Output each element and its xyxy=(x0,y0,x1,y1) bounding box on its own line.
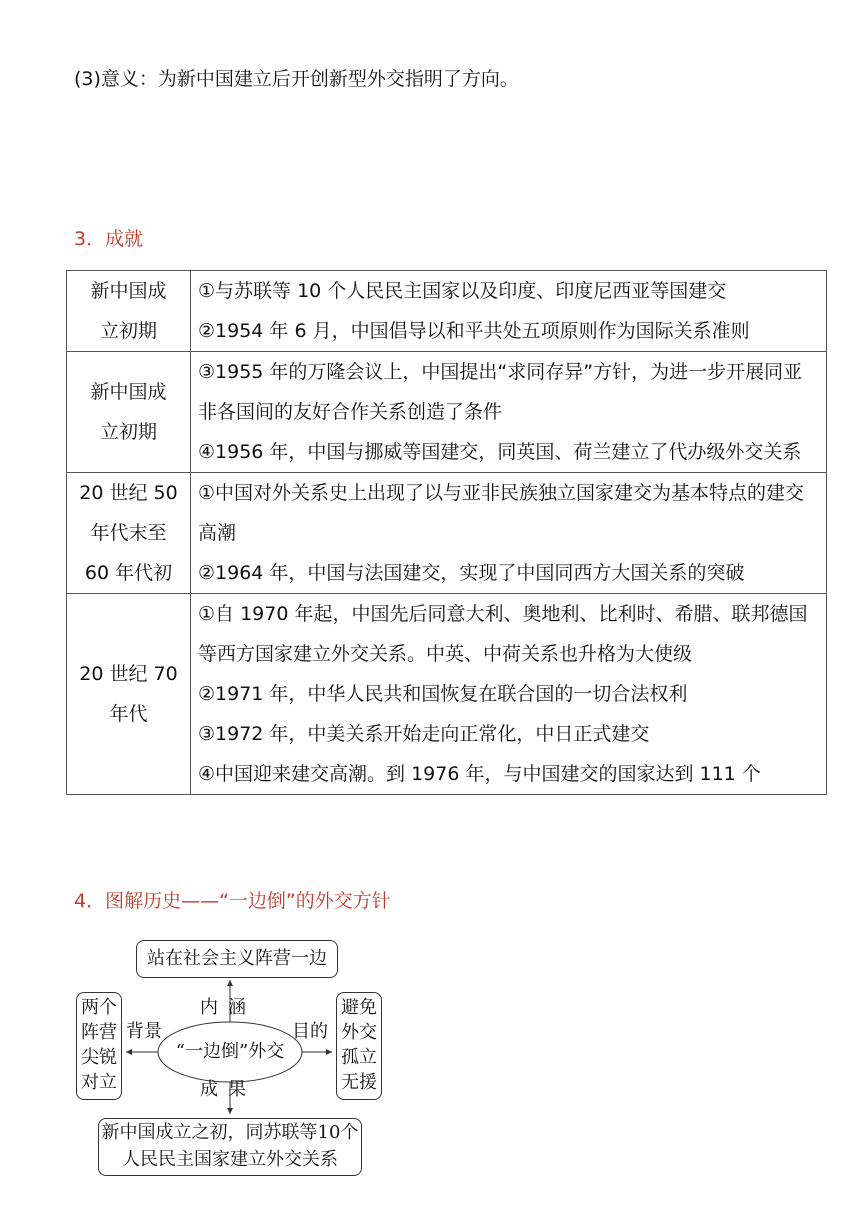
table-row xyxy=(67,594,827,795)
center-label: “一边倒”外交 xyxy=(175,1041,285,1062)
achievement-item: ①自 1970 年起，中国先后同意大利、奥地利、比利时、希腊、联邦德国等西方国家建立外交关系。中英、中荷关系也升格为大使级 xyxy=(198,603,808,665)
section-3-heading: 3．成就 xyxy=(74,228,144,250)
achievement-item: ④中国迎来建交高潮。到 1976 年，与中国建交的国家达到 111 个 xyxy=(198,763,761,785)
achievement-item: ②1964 年，中国与法国建交，实现了中国同西方大国关系的突破 xyxy=(198,562,745,584)
achievement-item: ①与苏联等 10 个人民民主国家以及印度、印度尼西亚等国建交 xyxy=(198,280,727,302)
period-label: 20 世纪 70 年代 xyxy=(79,663,178,725)
achievement-item: ④1956 年，中国与挪威等国建交，同英国、荷兰建立了代办级外交关系 xyxy=(198,441,802,463)
table-row xyxy=(67,352,827,473)
period-label: 新中国成立初期 xyxy=(90,280,167,342)
period-label: 20 世纪 50 年代末至 60 年代初 xyxy=(79,482,178,584)
lean-to-one-side-diagram xyxy=(74,936,394,1180)
achievement-item: ①中国对外关系史上出现了以与亚非民族独立国家建交为基本特点的建交高潮 xyxy=(198,482,805,544)
significance-text: (3)意义：为新中国建立后开创新型外交指明了方向。 xyxy=(74,68,519,90)
period-label: 新中国成立初期 xyxy=(90,381,167,443)
inner-meaning-box: 站在社会主义阵营一边 xyxy=(136,940,338,978)
table-row xyxy=(67,473,827,594)
result-box: 新中国成立之初，同苏联等10个人民民主国家建立外交关系 xyxy=(98,1118,362,1176)
achievement-item: ③1972 年，中美关系开始走向正常化，中日正式建交 xyxy=(198,723,650,745)
label-background: 背景 xyxy=(126,1021,162,1042)
label-inner-meaning: 内涵 xyxy=(200,997,256,1018)
period-cell xyxy=(67,473,191,594)
achievement-item: ③1955 年的万隆会议上，中国提出“求同存异”方针，为进一步开展同亚非各国间的友好合作关系创造了条件 xyxy=(198,361,803,423)
achievement-item: ②1971 年，中华人民共和国恢复在联合国的一切合法权利 xyxy=(198,683,688,705)
purpose-box: 避免外交孤立无援 xyxy=(336,992,382,1100)
period-cell xyxy=(67,352,191,473)
period-cell xyxy=(67,594,191,795)
content-cell xyxy=(191,271,827,352)
label-purpose: 目的 xyxy=(292,1021,328,1042)
content-cell xyxy=(191,352,827,473)
content-cell xyxy=(191,594,827,795)
period-cell xyxy=(67,271,191,352)
table-row xyxy=(67,271,827,352)
background-box: 两个阵营尖锐对立 xyxy=(76,992,122,1100)
label-result: 成果 xyxy=(200,1079,256,1100)
section-4-heading: 4．图解历史——“一边倒”的外交方针 xyxy=(74,890,391,912)
achievement-item: ②1954 年 6 月，中国倡导以和平共处五项原则作为国际关系准则 xyxy=(198,320,750,342)
achievements-table xyxy=(66,270,827,795)
content-cell xyxy=(191,473,827,594)
